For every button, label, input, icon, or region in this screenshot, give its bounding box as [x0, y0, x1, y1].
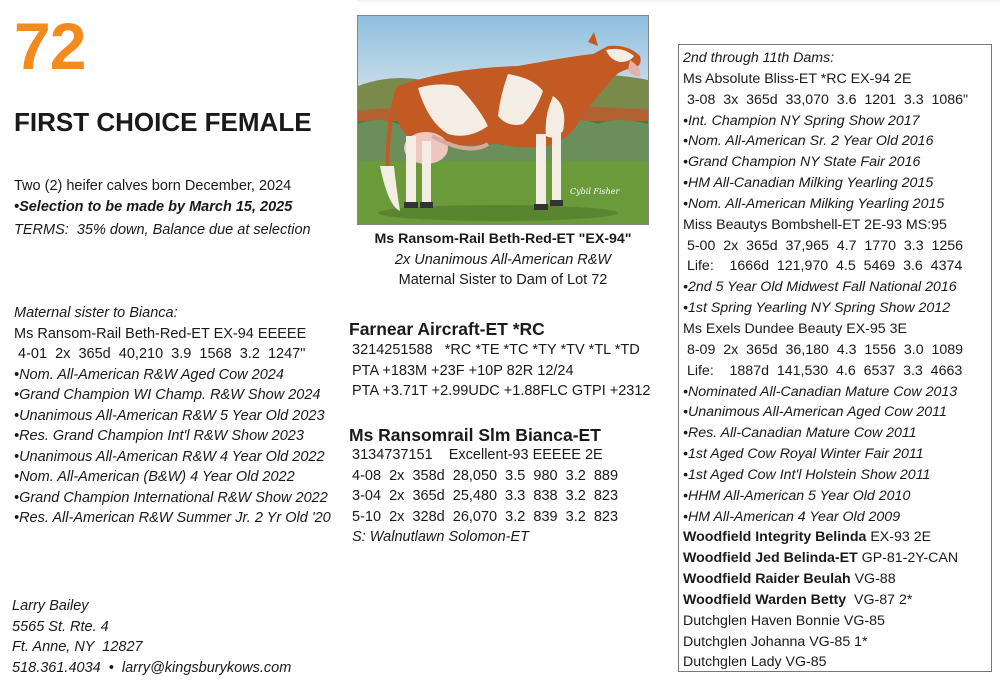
dam-sire-line: S: Walnutlawn Solomon-ET — [352, 529, 530, 545]
honor-item: •2nd 5 Year Old Midwest Fall National 2016 — [683, 279, 957, 296]
cow-name: Ms Ransom-Rail Beth-Red-ET — [14, 325, 210, 342]
photo-caption — [355, 229, 651, 291]
honor-item: •1st Aged Cow Int'l Holstein Show 2011 — [683, 466, 931, 483]
dam-entry — [683, 319, 968, 340]
honor-item: •Unanimous All-American Aged Cow 2011 — [683, 404, 947, 421]
maternal-sister-name-line — [14, 324, 331, 345]
sire-id-line: 3214251588 *RC *TE *TC *TY *TV *TL *TD — [352, 342, 640, 358]
cow-score: VG-88 — [850, 571, 896, 588]
caption-title: Ms Ransom-Rail Beth-Red-ET "EX-94" — [374, 231, 632, 247]
honor-item: •Unanimous All-American R&W 4 Year Old 2022 — [14, 448, 325, 465]
contact-block — [12, 596, 291, 678]
cow-score: EX-94 EEEEE — [209, 325, 307, 342]
honor-item: •Res. Grand Champion Int'l R&W Show 2023 — [14, 428, 304, 444]
sire-pta-line: PTA +3.71T +2.99UDC +1.88FLC GTPI +2312 — [352, 383, 651, 399]
dam-id-line: 3134737151 Excellent-93 EEEEE 2E — [352, 447, 603, 463]
lifetime-record: Life: 1887d 141,530 4.6 6537 3.3 4663 — [683, 362, 963, 379]
honor-item: •Nom. All-American R&W Aged Cow 2024 — [14, 366, 284, 383]
cow-score: EX-94 2E — [846, 70, 912, 87]
dam-name: Ms Ransomrail Slm Bianca-ET — [349, 425, 601, 445]
sire-name: Farnear Aircraft-ET *RC — [349, 319, 545, 339]
offer-details — [14, 176, 292, 217]
selection-deadline: •Selection to be made by March 15, 2025 — [14, 198, 293, 215]
dam-entry — [683, 215, 968, 236]
dam-entry — [683, 652, 968, 673]
cow-score: GP-81-2Y-CAN — [857, 550, 959, 567]
cow-name: Woodfield Raider Beulah — [683, 571, 851, 588]
top-divider — [357, 0, 1000, 2]
page-title: FIRST CHOICE FEMALE — [14, 107, 312, 137]
cow-photo-illustration — [358, 16, 648, 224]
dam-entry — [683, 548, 968, 569]
cow-name: Miss Beautys Bombshell-ET — [683, 216, 861, 233]
honor-item: •Nom. All-American (B&W) 4 Year Old 2022 — [14, 469, 295, 485]
contact-name: Larry Bailey — [12, 598, 89, 614]
caption-note: Maternal Sister to Dam of Lot 72 — [398, 272, 608, 288]
honor-item: •HM All-American 4 Year Old 2009 — [683, 508, 901, 525]
honor-item: •Nominated All-Canadian Mature Cow 2013 — [683, 383, 958, 400]
contact-phone-email: 518.361.4034 • larry@kingsburykows.com — [12, 659, 292, 676]
cow-score: VG-85 — [781, 654, 827, 671]
pedigree-list — [683, 48, 968, 673]
honor-item: •1st Aged Cow Royal Winter Fair 2011 — [683, 446, 924, 463]
cow-score: EX-95 3E — [842, 320, 907, 337]
sire-pta-line: PTA +183M +23F +10P 82R 12/24 — [352, 362, 574, 379]
dam-entry — [683, 569, 968, 590]
cow-name: Woodfield Jed Belinda-ET — [683, 550, 858, 567]
cow-name: Dutchglen Johanna — [683, 633, 806, 650]
honor-item: •Res. All-Canadian Mature Cow 2011 — [683, 425, 917, 442]
cow-score: EX-93 2E — [866, 529, 932, 546]
photo-watermark: Cybil Fisher — [570, 187, 620, 196]
lifetime-record: Life: 1666d 121,970 4.5 5469 3.6 4374 — [683, 258, 963, 275]
dam-record: 5-10 2x 328d 26,070 3.2 839 3.2 823 — [352, 508, 619, 525]
cow-score: VG-85 1* — [805, 633, 868, 650]
production-record: 3-08 3x 365d 33,070 3.6 1201 3.3 1086" — [683, 91, 969, 108]
production-record: 5-00 2x 365d 37,965 4.7 1770 3.3 1256 — [683, 237, 964, 254]
cow-photo — [357, 15, 649, 225]
honor-item: •Grand Champion International R&W Show 2022 — [14, 489, 328, 506]
honor-item: •Unanimous All-American R&W 5 Year Old 2023 — [14, 407, 325, 424]
maternal-sister-block — [14, 303, 331, 529]
honor-item: •Nom. All-American Sr. 2 Year Old 2016 — [683, 133, 934, 150]
maternal-sister-intro: Maternal sister to Bianca: — [14, 305, 178, 321]
dam-record: 4-08 2x 358d 28,050 3.5 980 3.2 889 — [352, 467, 619, 484]
honor-item: •1st Spring Yearling NY Spring Show 2012 — [683, 300, 951, 317]
dam-entry — [683, 527, 968, 548]
caption-subtitle: 2x Unanimous All-American R&W — [394, 251, 612, 268]
offer-line: Two (2) heifer calves born December, 2024 — [14, 178, 292, 194]
terms-text: TERMS: 35% down, Balance due at selection — [14, 222, 311, 238]
dam-entry — [683, 590, 968, 611]
dam-entry — [683, 632, 968, 653]
contact-city: Ft. Anne, NY 12827 — [12, 639, 143, 655]
honor-item: •HM All-Canadian Milking Yearling 2015 — [683, 175, 934, 192]
honor-item: •Grand Champion WI Champ. R&W Show 2024 — [14, 387, 321, 403]
cow-name: Woodfield Warden Betty — [683, 591, 847, 608]
cow-name: Woodfield Integrity Belinda — [683, 529, 867, 546]
honor-item: •Grand Champion NY State Fair 2016 — [683, 154, 921, 171]
honor-item: •HHM All-American 5 Year Old 2010 — [683, 487, 911, 504]
honor-item: •Int. Champion NY Spring Show 2017 — [683, 112, 920, 129]
pedigree-header: 2nd through 11th Dams: — [683, 50, 835, 66]
cow-name: Dutchglen Lady — [683, 654, 782, 671]
cow-score: VG-87 2* — [846, 591, 913, 608]
honor-item: •Nom. All-American Milking Yearling 2015 — [683, 195, 945, 212]
cow-name: Ms Exels Dundee Beauty — [683, 320, 843, 337]
dam-entry — [683, 69, 968, 90]
dam-info — [352, 445, 618, 548]
sire-info — [352, 340, 651, 402]
production-record: 8-09 2x 365d 36,180 4.3 1556 3.0 1089 — [683, 341, 964, 358]
cow-name: Ms Absolute Bliss-ET *RC — [683, 70, 847, 87]
production-record: 4-01 2x 365d 40,210 3.9 1568 3.2 1247" — [14, 346, 306, 362]
cow-score: 2E-93 MS:95 — [860, 216, 947, 233]
dam-record: 3-04 2x 365d 25,480 3.3 838 3.2 823 — [352, 488, 619, 504]
dam-entry: Dutchglen Haven Bonnie VG-85 — [683, 612, 885, 629]
contact-street: 5565 St. Rte. 4 — [12, 618, 109, 635]
honor-item: •Res. All-American R&W Summer Jr. 2 Yr Old '20 — [14, 510, 331, 526]
lot-number: 72 — [14, 9, 86, 83]
